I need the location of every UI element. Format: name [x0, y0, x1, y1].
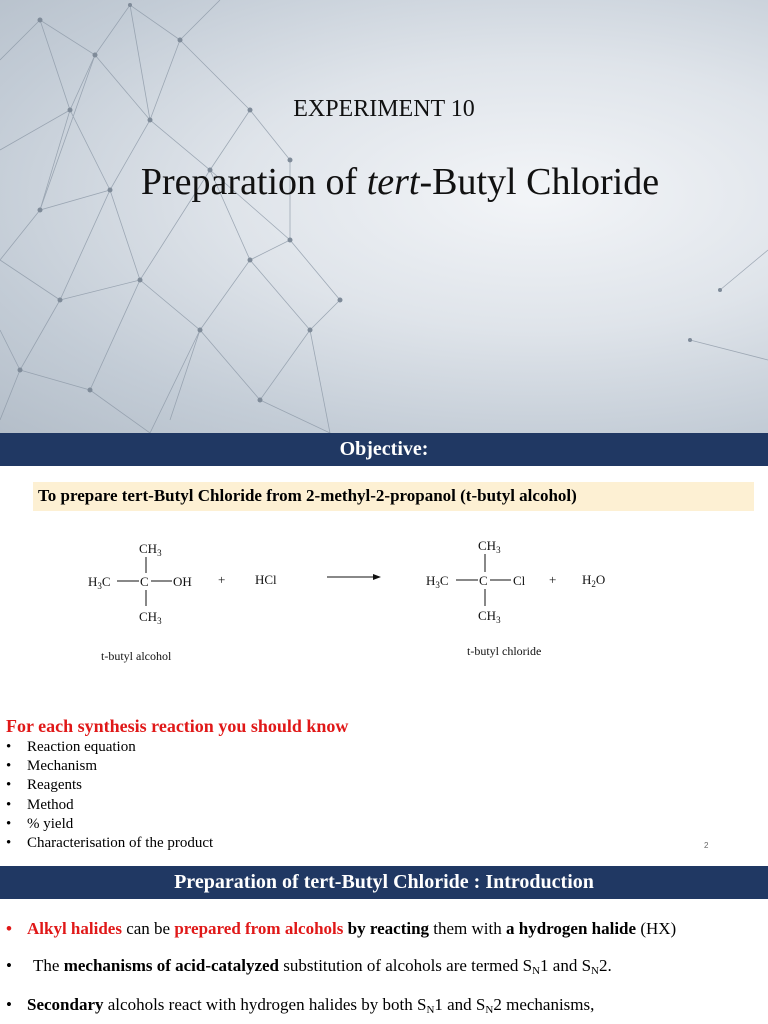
objective-heading: Objective: [0, 433, 768, 466]
plus-sign-2: + [549, 572, 557, 587]
reactant-center-carbon: C [140, 574, 149, 589]
list-item: • Reagents [6, 776, 213, 795]
product-top-group: $CH_3$ [478, 538, 501, 555]
network-background-graphic [0, 0, 768, 433]
reactant-bottom-group: $CH_3$ [139, 609, 162, 626]
bullet-marker: • [6, 995, 12, 1014]
reactant-structure [88, 541, 192, 663]
title-italic: tert [366, 161, 420, 203]
experiment-label: EXPERIMENT 10 [293, 96, 475, 122]
slide-page-number: 2 [704, 841, 709, 850]
product-name: t-butyl chloride [467, 644, 542, 658]
reactant-name: t-butyl alcohol [101, 649, 172, 663]
title-slide [0, 0, 768, 433]
plus-sign-1: + [218, 572, 226, 587]
reactant-left-group: $H_3C$ [88, 574, 111, 591]
objective-text: To prepare tert-Butyl Chloride from 2-methyl-2-propanol (t-butyl alcohol) [38, 486, 577, 505]
list-item: • Mechanism [6, 757, 213, 776]
product-right-group: Cl [513, 573, 526, 588]
reaction-arrow [327, 574, 381, 580]
reactant-top-group: $CH_3$ [139, 541, 162, 558]
product-structure [426, 538, 541, 658]
title-suffix: -Butyl Chloride [419, 161, 660, 203]
intro-bullet-text: The mechanisms of acid-catalyzed substitution of alcohols are termed $S_N1$ and $S_N2$. [33, 956, 612, 977]
list-item: • Reaction equation [6, 738, 213, 757]
introduction-heading: Preparation of tert-Butyl Chloride : Introduction [0, 866, 768, 899]
bullet-marker: • [6, 956, 12, 975]
bullet-marker: • [6, 919, 12, 938]
know-list-title: For each synthesis reaction you should know [6, 716, 349, 736]
intro-bullet-text: Alkyl halides can be prepared from alcohols by reacting them with a hydrogen halide (HX) [27, 919, 677, 938]
reagent-hcl: HCl [255, 572, 277, 587]
product-center-carbon: C [479, 573, 488, 588]
main-title [0, 160, 768, 204]
list-item: • Characterisation of the product [6, 834, 213, 853]
product-left-group: $H_3C$ [426, 573, 449, 590]
title-prefix: Preparation of [140, 161, 367, 203]
reaction-equation [0, 530, 768, 670]
intro-bullet-text: Secondary alcohols react with hydrogen halides by both $S_N1$ and $S_N2$ mechanisms, [27, 995, 595, 1016]
list-item: • % yield [6, 815, 213, 834]
byproduct-water: $H_2O$ [582, 572, 606, 589]
product-bottom-group: $CH_3$ [478, 608, 501, 625]
list-item: • Method [6, 796, 213, 815]
reactant-right-group: OH [173, 574, 192, 589]
know-list [6, 738, 213, 853]
